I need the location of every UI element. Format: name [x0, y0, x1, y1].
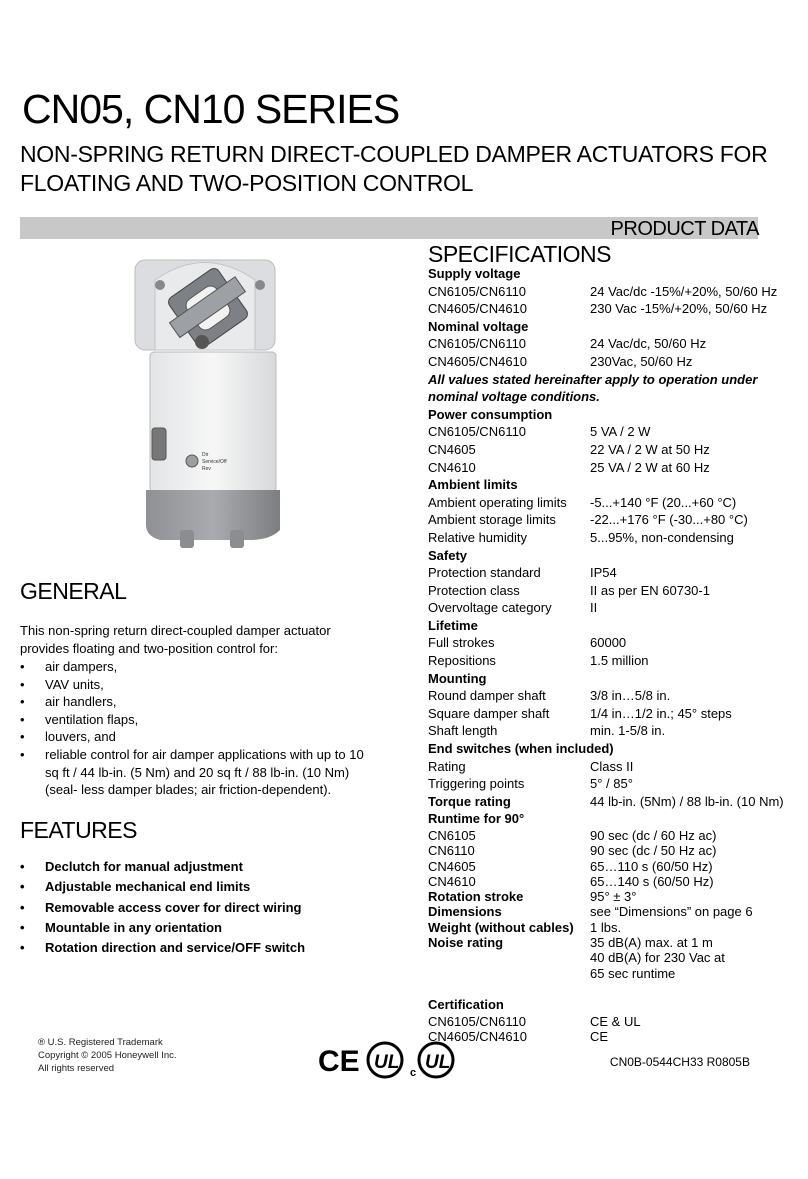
spec-value: 230Vac, 50/60 Hz — [590, 353, 693, 369]
spec-row — [428, 441, 803, 459]
list-item: • Adjustable mechanical end limits — [20, 877, 400, 897]
spec-value: 40 dB(A) for 230 Vac at — [590, 950, 725, 966]
spec-row — [428, 687, 803, 705]
spec-heading-safety: Safety — [428, 547, 468, 563]
spec-label: CN4605 — [428, 441, 476, 457]
spec-label: Full strokes — [428, 635, 495, 651]
general-intro-line-2: provides floating and two-position control for: — [20, 641, 278, 656]
spec-heading-power-consumption: Power consumption — [428, 406, 553, 422]
spec-label: CN6105/CN6110 — [428, 336, 527, 352]
spec-label: CN4605/CN4610 — [428, 1028, 528, 1044]
rights-note: All rights reserved — [38, 1063, 115, 1074]
document-code: CN0B-0544CH33 R0805B — [609, 1055, 750, 1069]
spec-label: CN6105/CN6110 — [428, 424, 527, 440]
spec-value: CE — [590, 1028, 609, 1044]
spec-heading-end-switches: End switches (when included) — [428, 741, 614, 757]
spec-label: CN6105 — [428, 828, 476, 843]
list-item: • Mountable in any orientation — [20, 918, 400, 938]
specifications-list — [428, 265, 803, 1044]
spec-label: Round damper shaft — [428, 688, 546, 704]
spec-heading-mounting: Mounting — [428, 670, 487, 686]
spec-label: CN6110 — [428, 843, 475, 859]
spec-row — [428, 705, 803, 723]
spec-label: CN4610 — [428, 873, 476, 889]
spec-row — [428, 511, 803, 529]
spec-value: 1/4 in…1/2 in.; 45° steps — [590, 705, 732, 721]
spec-row — [428, 459, 803, 477]
subtitle-line-2: FLOATING AND TWO-POSITION CONTROL — [20, 170, 474, 196]
spec-label: CN4605/CN4610 — [428, 353, 528, 369]
spec-value: 90 sec (dc / 50 Hz ac) — [590, 843, 717, 859]
spec-value: 60000 — [590, 635, 627, 651]
spec-row — [428, 722, 803, 740]
spec-row — [428, 564, 803, 582]
spec-row — [428, 494, 803, 512]
general-intro-line-1: This non-spring return direct-coupled damper actuator — [20, 623, 331, 638]
page-title: CN05, CN10 SERIES — [22, 86, 400, 132]
trademark-note: ® U.S. Registered Trademark — [38, 1037, 163, 1048]
spec-value: 1 lbs. — [590, 919, 622, 935]
spec-value: -5...+140 °F (20...+60 °C) — [590, 494, 737, 510]
general-list — [20, 658, 380, 799]
spec-label: Rotation stroke — [428, 889, 524, 905]
spec-value: 65 sec runtime — [590, 965, 676, 981]
spec-row — [428, 652, 803, 670]
spec-note-line-1: All values stated hereinafter apply to operation under — [428, 371, 758, 387]
ul-mark-text: UL — [374, 1052, 400, 1073]
spec-row — [428, 423, 803, 441]
ce-mark-icon: CE — [318, 1045, 360, 1078]
spec-label: CN6105/CN6110 — [428, 283, 527, 299]
specifications-heading: SPECIFICATIONS — [428, 241, 611, 267]
spec-value: 90 sec (dc / 60 Hz ac) — [590, 828, 717, 843]
switch-label-dir: Dir — [202, 452, 209, 458]
footer-legal — [38, 1036, 177, 1075]
spec-value: Class II — [590, 758, 634, 774]
list-item: • Declutch for manual adjustment — [20, 857, 400, 877]
spec-value: II as per EN 60730-1 — [590, 582, 710, 598]
spec-heading-certification: Certification — [428, 996, 504, 1012]
spec-value: 5...95%, non-condensing — [590, 529, 734, 545]
spec-label: Triggering points — [428, 776, 525, 792]
spec-value: 44 lb-in. (5Nm) / 88 lb-in. (10 Nm) — [590, 793, 784, 809]
spec-value: 24 Vac/dc, 50/60 Hz — [590, 336, 707, 352]
spec-row — [428, 335, 803, 353]
spec-heading-lifetime: Lifetime — [428, 617, 478, 633]
spec-value: see “Dimensions” on page 6 — [590, 904, 753, 920]
spec-row — [428, 828, 803, 843]
features-list — [20, 857, 400, 958]
switch-label-service: Service/Off — [202, 459, 227, 465]
spec-label: CN4610 — [428, 459, 476, 475]
spec-heading-nominal-voltage: Nominal voltage — [428, 318, 529, 334]
spec-label: Relative humidity — [428, 529, 527, 545]
spec-value: 35 dB(A) max. at 1 m — [590, 935, 713, 951]
list-item: • reliable control for air damper applications with up to 10 sq ft / 44 lb-in. (5 Nm) and 20 sq ft / 88 lb-in. (10 Nm) (seal- less damper blades; air friction-dependent). — [20, 746, 380, 799]
spec-value: 24 Vac/dc -15%/+20%, 50/60 Hz — [590, 283, 778, 299]
spec-row — [428, 1029, 803, 1044]
list-item: • air dampers, — [20, 658, 380, 676]
list-item: • Removable access cover for direct wiring — [20, 898, 400, 918]
spec-value: 230 Vac -15%/+20%, 50/60 Hz — [590, 301, 768, 317]
spec-heading-supply-voltage: Supply voltage — [428, 266, 521, 281]
spec-label: CN6105/CN6110 — [428, 1013, 527, 1029]
spec-label: Noise rating — [428, 935, 504, 951]
spec-row — [428, 859, 803, 874]
spec-value: -22...+176 °F (-30...+80 °C) — [590, 512, 748, 528]
switch-label-rev: Rev — [202, 466, 211, 472]
spec-row — [428, 843, 803, 858]
spec-heading-ambient-limits: Ambient limits — [428, 477, 518, 493]
spec-label: Ambient storage limits — [428, 512, 556, 528]
spec-row — [428, 353, 803, 371]
list-item: • louvers, and — [20, 728, 380, 746]
copyright-note: Copyright © 2005 Honeywell Inc. — [38, 1050, 177, 1061]
spec-value: IP54 — [590, 565, 617, 581]
spec-row — [428, 599, 803, 617]
spec-value: 65…140 s (60/50 Hz) — [590, 873, 714, 889]
page-subtitle — [20, 140, 767, 198]
spec-label: Protection standard — [428, 565, 541, 581]
spec-row — [428, 874, 803, 889]
spec-row — [428, 758, 803, 776]
general-intro — [20, 622, 380, 658]
spec-label: Protection class — [428, 582, 520, 598]
spec-row — [428, 1014, 803, 1029]
spec-noise-rating — [428, 935, 803, 950]
cul-mark-text: UL — [425, 1052, 451, 1073]
spec-label: Overvoltage category — [428, 600, 552, 616]
spec-value: 22 VA / 2 W at 50 Hz — [590, 441, 710, 457]
spec-dimensions — [428, 904, 803, 919]
spec-label: Weight (without cables) — [428, 919, 574, 935]
spec-label: CN4605/CN4610 — [428, 301, 528, 317]
spec-row — [428, 582, 803, 600]
list-item: • Rotation direction and service/OFF switch — [20, 938, 400, 958]
spec-value: 3/8 in…5/8 in. — [590, 688, 671, 704]
spec-value: II — [590, 600, 598, 616]
spec-value: CE & UL — [590, 1013, 641, 1029]
spec-note-line-2: nominal voltage conditions. — [428, 389, 600, 405]
spec-row — [428, 950, 803, 965]
spec-label: Shaft length — [428, 723, 498, 739]
spec-value: 5 VA / 2 W — [590, 424, 651, 440]
list-item: • VAV units, — [20, 676, 380, 694]
spec-heading-runtime: Runtime for 90° — [428, 811, 525, 827]
spec-label: CN4605 — [428, 858, 476, 874]
general-heading: GENERAL — [20, 578, 127, 604]
spec-weight — [428, 920, 803, 935]
spec-row — [428, 529, 803, 547]
list-item: • air handlers, — [20, 693, 380, 711]
spec-value: 5° / 85° — [590, 776, 633, 792]
spec-label: Torque rating — [428, 793, 511, 809]
spec-value: 1.5 million — [590, 653, 649, 669]
subtitle-line-1: NON-SPRING RETURN DIRECT-COUPLED DAMPER ACTUATORS FOR — [20, 141, 768, 167]
spec-label: Ambient operating limits — [428, 494, 567, 510]
spec-value: 95° ± 3° — [590, 889, 637, 905]
spec-label: Repositions — [428, 653, 496, 669]
product-data-label: PRODUCT DATA — [610, 218, 759, 240]
spec-torque-rating — [428, 793, 803, 811]
spec-value: min. 1-5/8 in. — [590, 723, 666, 739]
spec-row — [428, 300, 803, 318]
spec-label: Square damper shaft — [428, 705, 550, 721]
certification-logos — [318, 1039, 468, 1081]
spec-label: Rating — [428, 758, 466, 774]
list-item: • ventilation flaps, — [20, 711, 380, 729]
spec-row — [428, 775, 803, 793]
spec-value: 25 VA / 2 W at 60 Hz — [590, 459, 710, 475]
spec-row — [428, 283, 803, 301]
features-heading: FEATURES — [20, 817, 137, 843]
spec-row — [428, 634, 803, 652]
spec-label: Dimensions — [428, 904, 502, 920]
cul-prefix: c — [410, 1067, 417, 1079]
actuator-product-photo — [130, 240, 280, 560]
spec-rotation-stroke — [428, 889, 803, 904]
spec-row — [428, 966, 803, 981]
spec-value: 65…110 s (60/50 Hz) — [590, 858, 713, 874]
